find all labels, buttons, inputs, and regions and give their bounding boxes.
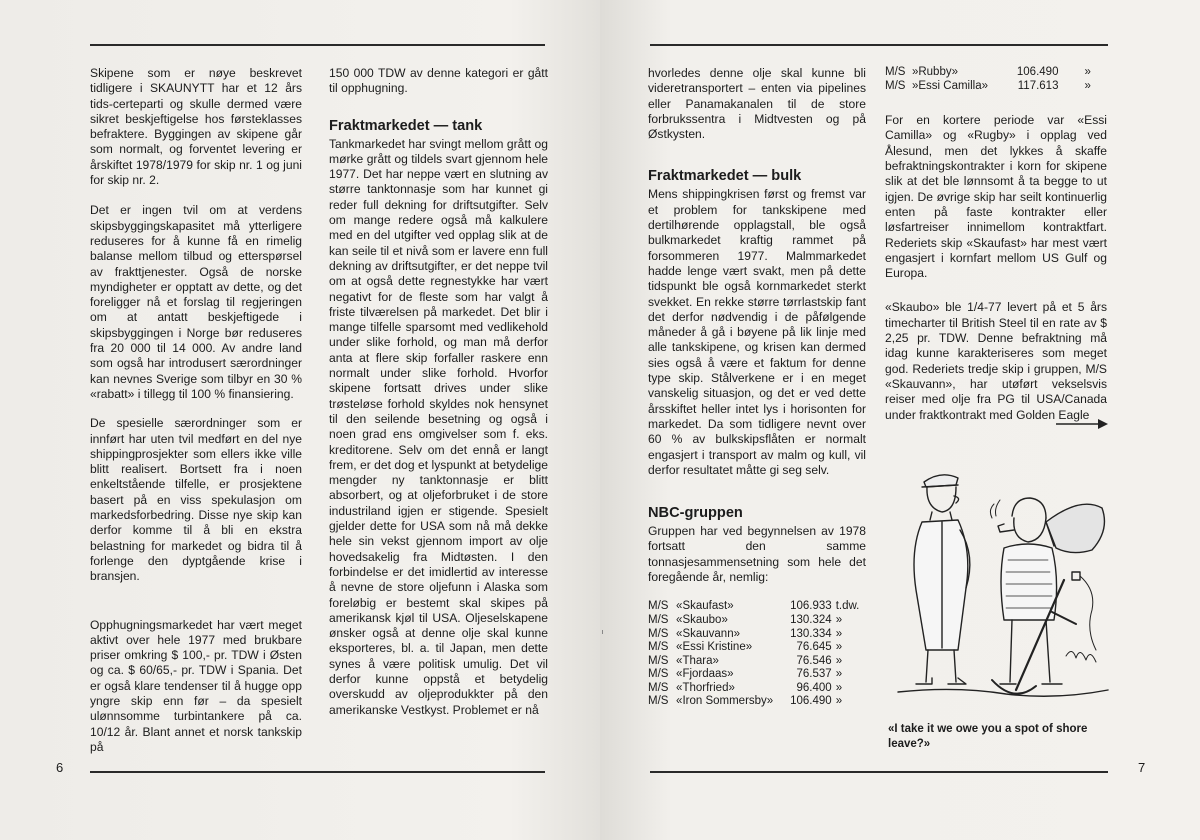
- vessel-prefix: M/S: [648, 641, 669, 654]
- vessel-prefix: M/S: [648, 668, 669, 681]
- vessel-name: «Thara»: [676, 654, 719, 667]
- table-row: [648, 682, 866, 696]
- vessel-name: «Essi Kristine»: [676, 641, 753, 654]
- table-row: [648, 668, 866, 682]
- cartoon-illustration: [896, 460, 1116, 705]
- paragraph: «Skaubo» ble 1/4-77 levert på et 5 års timecharter til British Steel til en rate av $ 2,25 pr. TDW. Denne befraktning må idag kunne karakteriseres som meget god. Rederiets tredje skip i gruppen, M/S «Skauvann», har utøført vekselsvis reiser med olje fra PG til USA/Canada under fraktkontrakt med Golden Eagle: [885, 300, 1107, 422]
- vessel-name: »Rubby»: [911, 66, 958, 78]
- section-heading-tank: Fraktmarkedet — tank: [329, 117, 483, 134]
- bottom-rule: [90, 771, 545, 773]
- vessel-prefix: M/S: [885, 66, 906, 78]
- page-number: 7: [1138, 760, 1146, 775]
- vessel-tonnage: 96.400: [796, 681, 832, 694]
- section-heading-bulk: Fraktmarkedet — bulk: [648, 168, 802, 185]
- right-page: [600, 0, 1200, 840]
- vessel-unit: t.dw.: [835, 600, 860, 613]
- vessel-tonnage: 76.645: [796, 641, 832, 654]
- vessel-unit: »: [835, 627, 843, 640]
- vessel-tonnage: 130.334: [790, 627, 832, 640]
- continue-arrow-icon: [1055, 418, 1109, 430]
- paragraph: hvorledes denne olje skal kunne bli videretransportert – enten via pipelines eller Panamakanalen til de store forbrukssentra i Midtvesten og på Østkysten.: [648, 66, 866, 142]
- vessel-prefix: M/S: [648, 627, 669, 640]
- vessel-tonnage: 76.546: [796, 654, 832, 667]
- vessel-unit: »: [835, 681, 843, 694]
- paragraph: Opphugningsmarkedet har vært meget aktivt over hele 1977 med brukbare priser omkring $ 100,- pr. TDW i Østen og ca. $ 60/65,- pr. TDW i Spania. Det er også klare tendenser til å hugge opp yngre skip enn før – da spesielt ulønnsomme turbintankere på ca. 10/12 år. Blant annet et norsk tankskip på: [90, 617, 302, 754]
- vessel-unit: »: [835, 695, 843, 708]
- vessel-unit: »: [835, 654, 843, 667]
- vessel-prefix: M/S: [648, 681, 669, 694]
- cartoon-caption: «I take it we owe you a spot of shore leave?»: [888, 723, 1088, 750]
- table-row: [648, 600, 866, 614]
- vessel-name: «Iron Sommersby»: [676, 695, 774, 708]
- vessel-prefix: M/S: [648, 695, 669, 708]
- table-row: [648, 614, 866, 628]
- vessel-tonnage: 76.537: [796, 668, 832, 681]
- table-row: [648, 628, 866, 642]
- paragraph: Gruppen har ved begynnelsen av 1978 fortsatt den samme tonnasjesammensetning som hele det foregående år, nemlig:: [648, 524, 866, 585]
- vessel-name: »Essi Camilla»: [911, 79, 989, 92]
- column-1: [90, 66, 302, 755]
- vessel-tonnage: 106.933: [790, 600, 832, 613]
- table-row: [648, 655, 866, 669]
- vessel-unit: »: [1084, 79, 1091, 92]
- vessel-tonnage: 130.324: [790, 613, 832, 626]
- paragraph: For en kortere periode var «Essi Camilla» og «Rugby» i opplag ved Ålesund, men det lykkes å skaffe befraktningskontrakter i korn for skipene slik at det ble lønnsomt å ta begge to ut igjen. De øvrige skip har seilt kontinuerlig enten på faste kontrakter eller løsfartreiser innimellom kontraktfart. Rederiets skip «Skaufast» har mest vært engasjert i kornfart mellom US Gulf og Europa.: [885, 113, 1107, 281]
- column-4: [885, 66, 1107, 423]
- paragraph: Tankmarkedet har svingt mellom grått og mørke grått og tildels svart gjennom hele 1977. Det har neppe vært en slutning av større tanktonnasje som har kunnet gi reder full dekning for driftsutgifter. Selv om mange redere også må kalkulere med en del utgifter ved opplag slik at de kan seile til et nivå som er lavere enn full dekning av driftsutgifter, er det neppe tvil om at også dette regnestykke har vært negativt for de fleste som har valgt å friste tilværelsen på markedet. Det blir i mange tilfelle sparsomt med vedlikehold under slike forhold, og man må derfor anta at flere skip forfaller raskere enn normalt under slike forhold. Hvorfor skipene fortsatt drives under slike trøsteløse forhold skyldes nok hensynet til den seilende besetning og også i noen grad ens omgivelser som f. eks. kreditorene. Selv om det ennå er langt frem, er det dog et lyspunkt at betydelige mengder ny tanktonnasje er blitt absorbert, og at oljeforbruket i de store industriland igjen er stigende. Spesielt gjelder dette for USA som nå må dekke hele sin vekst gjennom import av olje hovedsakelig fra Midtøsten. I den forbindelse er det imidlertid av interesse å nevne de store oljefunn i Alaska som foreløbig er bestemt skal skipes på amerikansk kjøl til USA. Oljeselskapene ønsker også at denne olje skal kunne eksporteres, bl. a. til Japan, men dette synes å være politisk umulig. Det vil derfor kunne oppstå et betydelig overskudd av oljeprodukkter på den amerikanske Vestkyst. Problemet er nå: [329, 136, 548, 717]
- vessel-name: «Fjordaas»: [676, 668, 734, 681]
- column-3: [648, 66, 866, 709]
- vessel-unit: »: [1084, 66, 1091, 78]
- crop-mark: [602, 630, 607, 634]
- paragraph: De spesielle særordninger som er innført har uten tvil medført en del nye shippingprosjekter som ellers ikke ville blitt realisert. Bortsett fra i noen enkeltstående tilfelle, er prosjektene basert på en viss spekulasjon om markedsforbedring. Disse nye skip kan derfor komme til å bli en ekstra belastning for markedet og bidra til å forlenge den dyptgående krise i bransjen.: [90, 416, 302, 584]
- vessel-prefix: M/S: [648, 613, 669, 626]
- table-row: [648, 641, 866, 655]
- table-row: [648, 695, 866, 709]
- table-row: [885, 66, 1107, 80]
- vessel-name: «Skauvann»: [676, 627, 740, 640]
- paragraph: 150 000 TDW av denne kategori er gått til opphugning.: [329, 66, 548, 96]
- paragraph: Det er ingen tvil om at verdens skipsbyggingskapasitet må ytterligere reduseres for å kunne få en rimelig balanse mellom tilbud og etterspørsel av frakttjenester. Også de norske myndigheter er opptatt av dette, og det foreligger nå et forslag til regjeringen om at antatt beskjeftigede i skipsbyggingen i Norge bør reduseres fra 20 000 til 14 000. Av andre land som også har introdusert særordninger kan nevnes Sverige som tilbyr en 30 % «rabatt» i tillegg til 100 % finansiering.: [90, 203, 302, 401]
- top-rule: [650, 44, 1108, 46]
- bottom-rule: [650, 771, 1108, 773]
- top-rule: [90, 44, 545, 46]
- table-row: [885, 80, 1107, 94]
- vessel-tonnage: 106.490: [1016, 66, 1059, 78]
- vessel-tonnage: 117.613: [1017, 79, 1059, 92]
- vessel-unit: »: [835, 668, 843, 681]
- section-heading-nbc: NBC-gruppen: [648, 505, 743, 522]
- vessel-tonnage: 106.490: [790, 695, 832, 708]
- vessel-name: «Skaubo»: [676, 613, 728, 626]
- vessel-unit: »: [835, 613, 843, 626]
- vessel-prefix: M/S: [648, 600, 669, 613]
- fleet-table: [648, 600, 866, 709]
- fleet-table-continued: [885, 66, 1107, 93]
- page-number: 6: [56, 760, 64, 775]
- vessel-name: «Thorfried»: [676, 681, 735, 694]
- paragraph: Mens shippingkrisen først og fremst var et problem for tankskipene med dertilhørende opplagstall, ble også bulkmarkedet kraftig rammet på forsommeren 1977. Malmmarkedet hadde lenge vært svakt, men på dette tidspunkt ble også kornmarkedet sterkt svekket. En rekke større tørrlastskip fant det derfor nødvendig i de påfølgende måneder å gå i bøyene på lik linje med alle tankskipene, og krisen kan dermed sies også å være et faktum for denne type skip. Stålverkene er i en meget vanskelig situasjon, og det er ved dette årsskiftet heller intet lys i horisonten for markedet. Da som tidligere nevnt over 60 % av bulkskipsflåten er normalt engasjert i transport av malm og kull, vil derfor resultatet måtte gi seg selv.: [648, 187, 866, 477]
- vessel-prefix: M/S: [648, 654, 669, 667]
- vessel-name: «Skaufast»: [676, 600, 734, 613]
- column-2: [329, 66, 548, 718]
- vessel-prefix: M/S: [885, 79, 906, 92]
- vessel-unit: »: [835, 641, 843, 654]
- paragraph: Skipene som er nøye beskrevet tidligere i SKAUNYTT har et 12 års tids-certeparti og skulle dermed være sikret beskjeftigelse hos førsteklasses befraktere. Byggingen av skipene går som normalt, og forventet levering er årskiftet 1978/1979 for skip nr. 1 og juni for skip nr. 2.: [90, 66, 302, 188]
